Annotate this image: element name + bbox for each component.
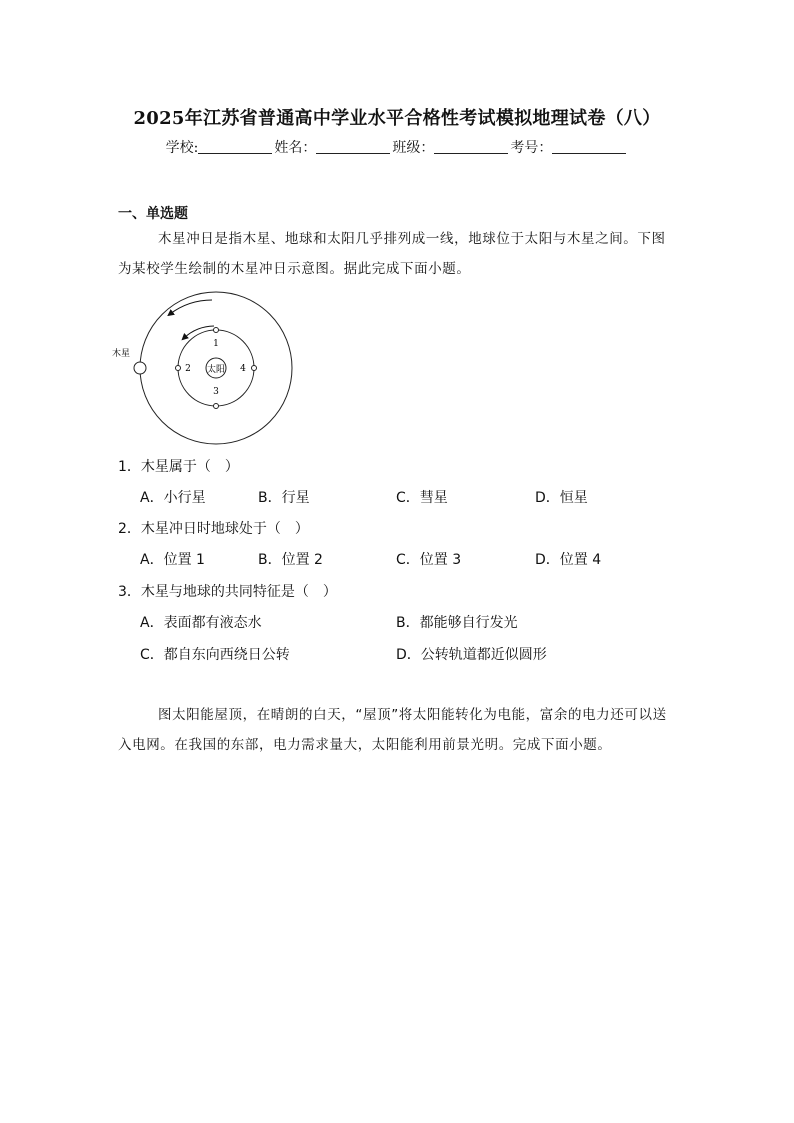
sun-label: 太阳 [206, 365, 226, 375]
question-2-option-a[interactable]: A．位置 1 [140, 552, 205, 568]
position-3-label: 3 [213, 387, 219, 397]
exam-number-label: 考号： [510, 140, 553, 156]
school-blank[interactable] [198, 139, 272, 154]
jupiter-orbit-direction-arrow [170, 300, 212, 314]
position-4-label: 4 [240, 364, 246, 374]
school-field [166, 137, 275, 157]
question-3-option-b[interactable]: B．都能够自行发光 [396, 615, 518, 631]
position-2-label: 2 [185, 364, 191, 374]
question-1-option-b[interactable]: B．行星 [258, 490, 310, 506]
question-3-stem: 3．木星与地球的共同特征是（ ） [118, 584, 337, 600]
position-2-marker [176, 366, 181, 371]
exam-number-field [510, 137, 628, 157]
question-1-option-a[interactable]: A．小行星 [140, 490, 206, 506]
section-heading: 一、单选题 [118, 206, 188, 222]
class-field [392, 137, 510, 157]
question-2-stem: 2．木星冲日时地球处于（ ） [118, 521, 309, 537]
position-1-label: 1 [213, 339, 219, 349]
question-3-option-a[interactable]: A．表面都有液态水 [140, 615, 262, 631]
jupiter-opposition-diagram [112, 290, 302, 450]
question-3-option-c[interactable]: C．都自东向西绕日公转 [140, 647, 290, 663]
question-1-stem: 1．木星属于（ ） [118, 459, 239, 475]
position-4-marker [252, 366, 257, 371]
student-info-line [0, 137, 794, 157]
jupiter-label: 木星 [112, 349, 131, 359]
position-1-marker [214, 328, 219, 333]
page-title: 2025年江苏省普通高中学业水平合格性考试模拟地理试卷（八） [133, 108, 661, 129]
question-1-option-d[interactable]: D．恒星 [535, 490, 588, 506]
question-1-option-c[interactable]: C．彗星 [396, 490, 448, 506]
question-2-option-b[interactable]: B．位置 2 [258, 552, 323, 568]
position-3-marker [214, 404, 219, 409]
name-field [274, 137, 392, 157]
question-3-option-d[interactable]: D．公转轨道都近似圆形 [396, 647, 547, 663]
question-2-option-d[interactable]: D．位置 4 [535, 552, 602, 568]
class-label: 班级： [392, 140, 435, 156]
class-blank[interactable] [434, 139, 508, 154]
school-label: 学校: [165, 140, 199, 156]
name-label: 姓名： [274, 140, 317, 156]
jupiter-icon [134, 362, 146, 374]
name-blank[interactable] [316, 139, 390, 154]
passage-solar-roof: 图太阳能屋顶，在晴朗的白天，“屋顶”将太阳能转化为电能，富余的电力还可以送入电网。在我国的东部，电力需求量大，太阳能利用前景光明。完成下面小题。 [118, 707, 667, 753]
passage-jupiter-opposition: 木星冲日是指木星、地球和太阳几乎排列成一线，地球位于太阳与木星之间。下图为某校学生绘制的木星冲日示意图。据此完成下面小题。 [118, 231, 666, 277]
earth-orbit-direction-arrow [184, 326, 214, 338]
question-2-option-c[interactable]: C．位置 3 [396, 552, 462, 568]
exam-number-blank[interactable] [552, 139, 626, 154]
